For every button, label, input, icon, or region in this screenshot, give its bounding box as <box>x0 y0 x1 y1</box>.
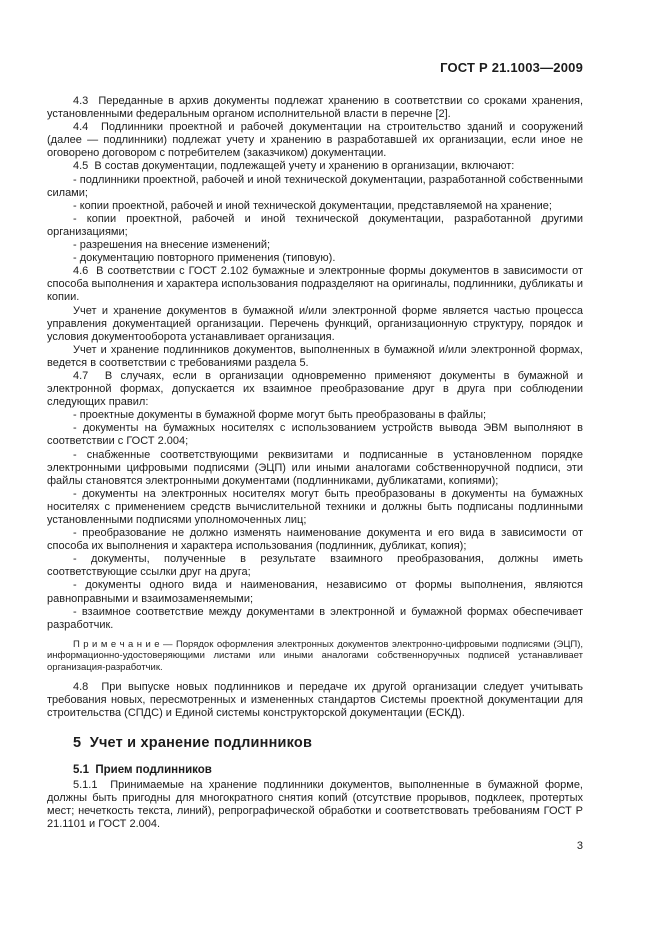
paragraph-4-7: 4.7 В случаях, если в организации одновременно применяют документы в бумажной и электронной формах, допускается их взаимное преобразование друг в друга при соблюдении следующих правил: <box>47 369 583 409</box>
subsection-heading-5-1: 5.1 Прием подлинников <box>73 763 212 776</box>
paragraph-5-1-1: 5.1.1 Принимаемые на хранение подлинники документов, выполненные в бумажной форме, должны быть пригодны для многократного снятия копий (отсутствие прорывов, подклеек, протертых мест; нечеткость текста, линий), репрографической обработки и соответствовать требованиям ГОСТ Р 21.1101 и ГОСТ 2.004. <box>47 778 583 831</box>
section-heading-5: 5 Учет и хранение подлинников <box>73 734 313 751</box>
list-item-electronic-to-paper: - документы на электронных носителях могут быть преобразованы в документы на бумажных носителях с применением средств вычислительной техники и должны быть подписаны подлинными установленными подписями уполномоченных лиц; <box>47 487 583 526</box>
paragraph-4-4: 4.4 Подлинники проектной и рабочей документации на строительство зданий и сооружений (далее — подлинники) подлежат учету и хранению в разработавшей их организации, если иное не оговорено договором с потребителем (заказчиком) документации. <box>47 121 583 160</box>
standard-designation-header: ГОСТ Р 21.1003—2009 <box>440 60 583 75</box>
list-item-developer-responsibility: - взаимное соответствие между документами в электронной и бумажной формах обеспечивает разработчик. <box>47 605 583 631</box>
list-item-reuse-documentation: - документацию повторного применения (типовую). <box>73 252 336 265</box>
page-number: 3 <box>576 840 583 853</box>
list-item-originals-own: - подлинники проектной, рабочей и иной технической документации, разработанной собственными силами; <box>47 173 583 199</box>
paragraph-4-6-storage-rules: Учет и хранение подлинников документов, выполненных в бумажной и/или электронной формах, ведется в соответствии с требованиями раздела 5. <box>47 343 583 369</box>
list-item-equal-validity: - документы одного вида и наименования, независимо от формы выполнения, являются равноправными и взаимозаменяемыми; <box>47 579 583 605</box>
list-item-paper-to-files: - проектные документы в бумажной форме могут быть преобразованы в файлы; <box>73 409 487 422</box>
list-item-copies-other-orgs: - копии проектной, рабочей и иной технической документации, разработанной другими организациями; <box>47 212 583 238</box>
list-item-copies-stored: - копии проектной, рабочей и иной технической документации, представляемой на хранение; <box>73 199 552 212</box>
list-item-computer-output: - документы на бумажных носителях с использованием устройств вывода ЭВМ выполняют в соответствии с ГОСТ 2.004; <box>47 422 583 448</box>
list-item-digital-signatures: - снабженные соответствующими реквизитами и подписанные в установленном порядке электронными цифровыми подписями (ЭЦП) или иными аналогами собственноручной подписи, эти файлы становятся электронными документами (подлинниками, дубликатами, копиями); <box>47 448 583 487</box>
paragraph-4-6: 4.6 В соответствии с ГОСТ 2.102 бумажные и электронные формы документов в зависимости от способа выполнения и характера использования подразделяют на оригиналы, подлинники, дубликаты и копии. <box>47 265 583 304</box>
paragraph-4-8: 4.8 При выпуске новых подлинников и передаче их другой организации следует учитывать требования новых, пересмотренных и измененных стандартов Системы проектной документации для строительства (СПДС) и Единой системы конструкторской документации (ЕСКД). <box>47 680 583 719</box>
list-item-change-permissions: - разрешения на внесение изменений; <box>73 239 271 252</box>
list-item-conversion-naming: - преобразование не должно изменять наименование документа и его вида в зависимости от способа их выполнения и характера использования (подлинник, дубликат, копия); <box>47 527 583 553</box>
paragraph-4-6-management: Учет и хранение документов в бумажной и/или электронной форме является частью процесса управления документацией организации. Перечень функций, организационную структуру, порядок и условия документооборота устанавливает организация. <box>47 304 583 343</box>
paragraph-4-5: 4.5 В состав документации, подлежащей учету и хранению в организации, включают: <box>73 160 515 173</box>
note-paragraph: П р и м е ч а н и е — Порядок оформления электронных документов электронно-цифровыми подписями (ЭЦП), информационно-удостоверяющими листами или иными аналогами собственноручных подписей устанавливает организация-разработчик. <box>47 638 583 674</box>
paragraph-4-3: 4.3 Переданные в архив документы подлежат хранению в соответствии со сроками хранения, установленными федеральным органом исполнительной власти в перечне [2]. <box>47 95 583 121</box>
list-item-mutual-references: - документы, полученные в результате взаимного преобразования, должны иметь соответствующие ссылки друг на друга; <box>47 553 583 579</box>
